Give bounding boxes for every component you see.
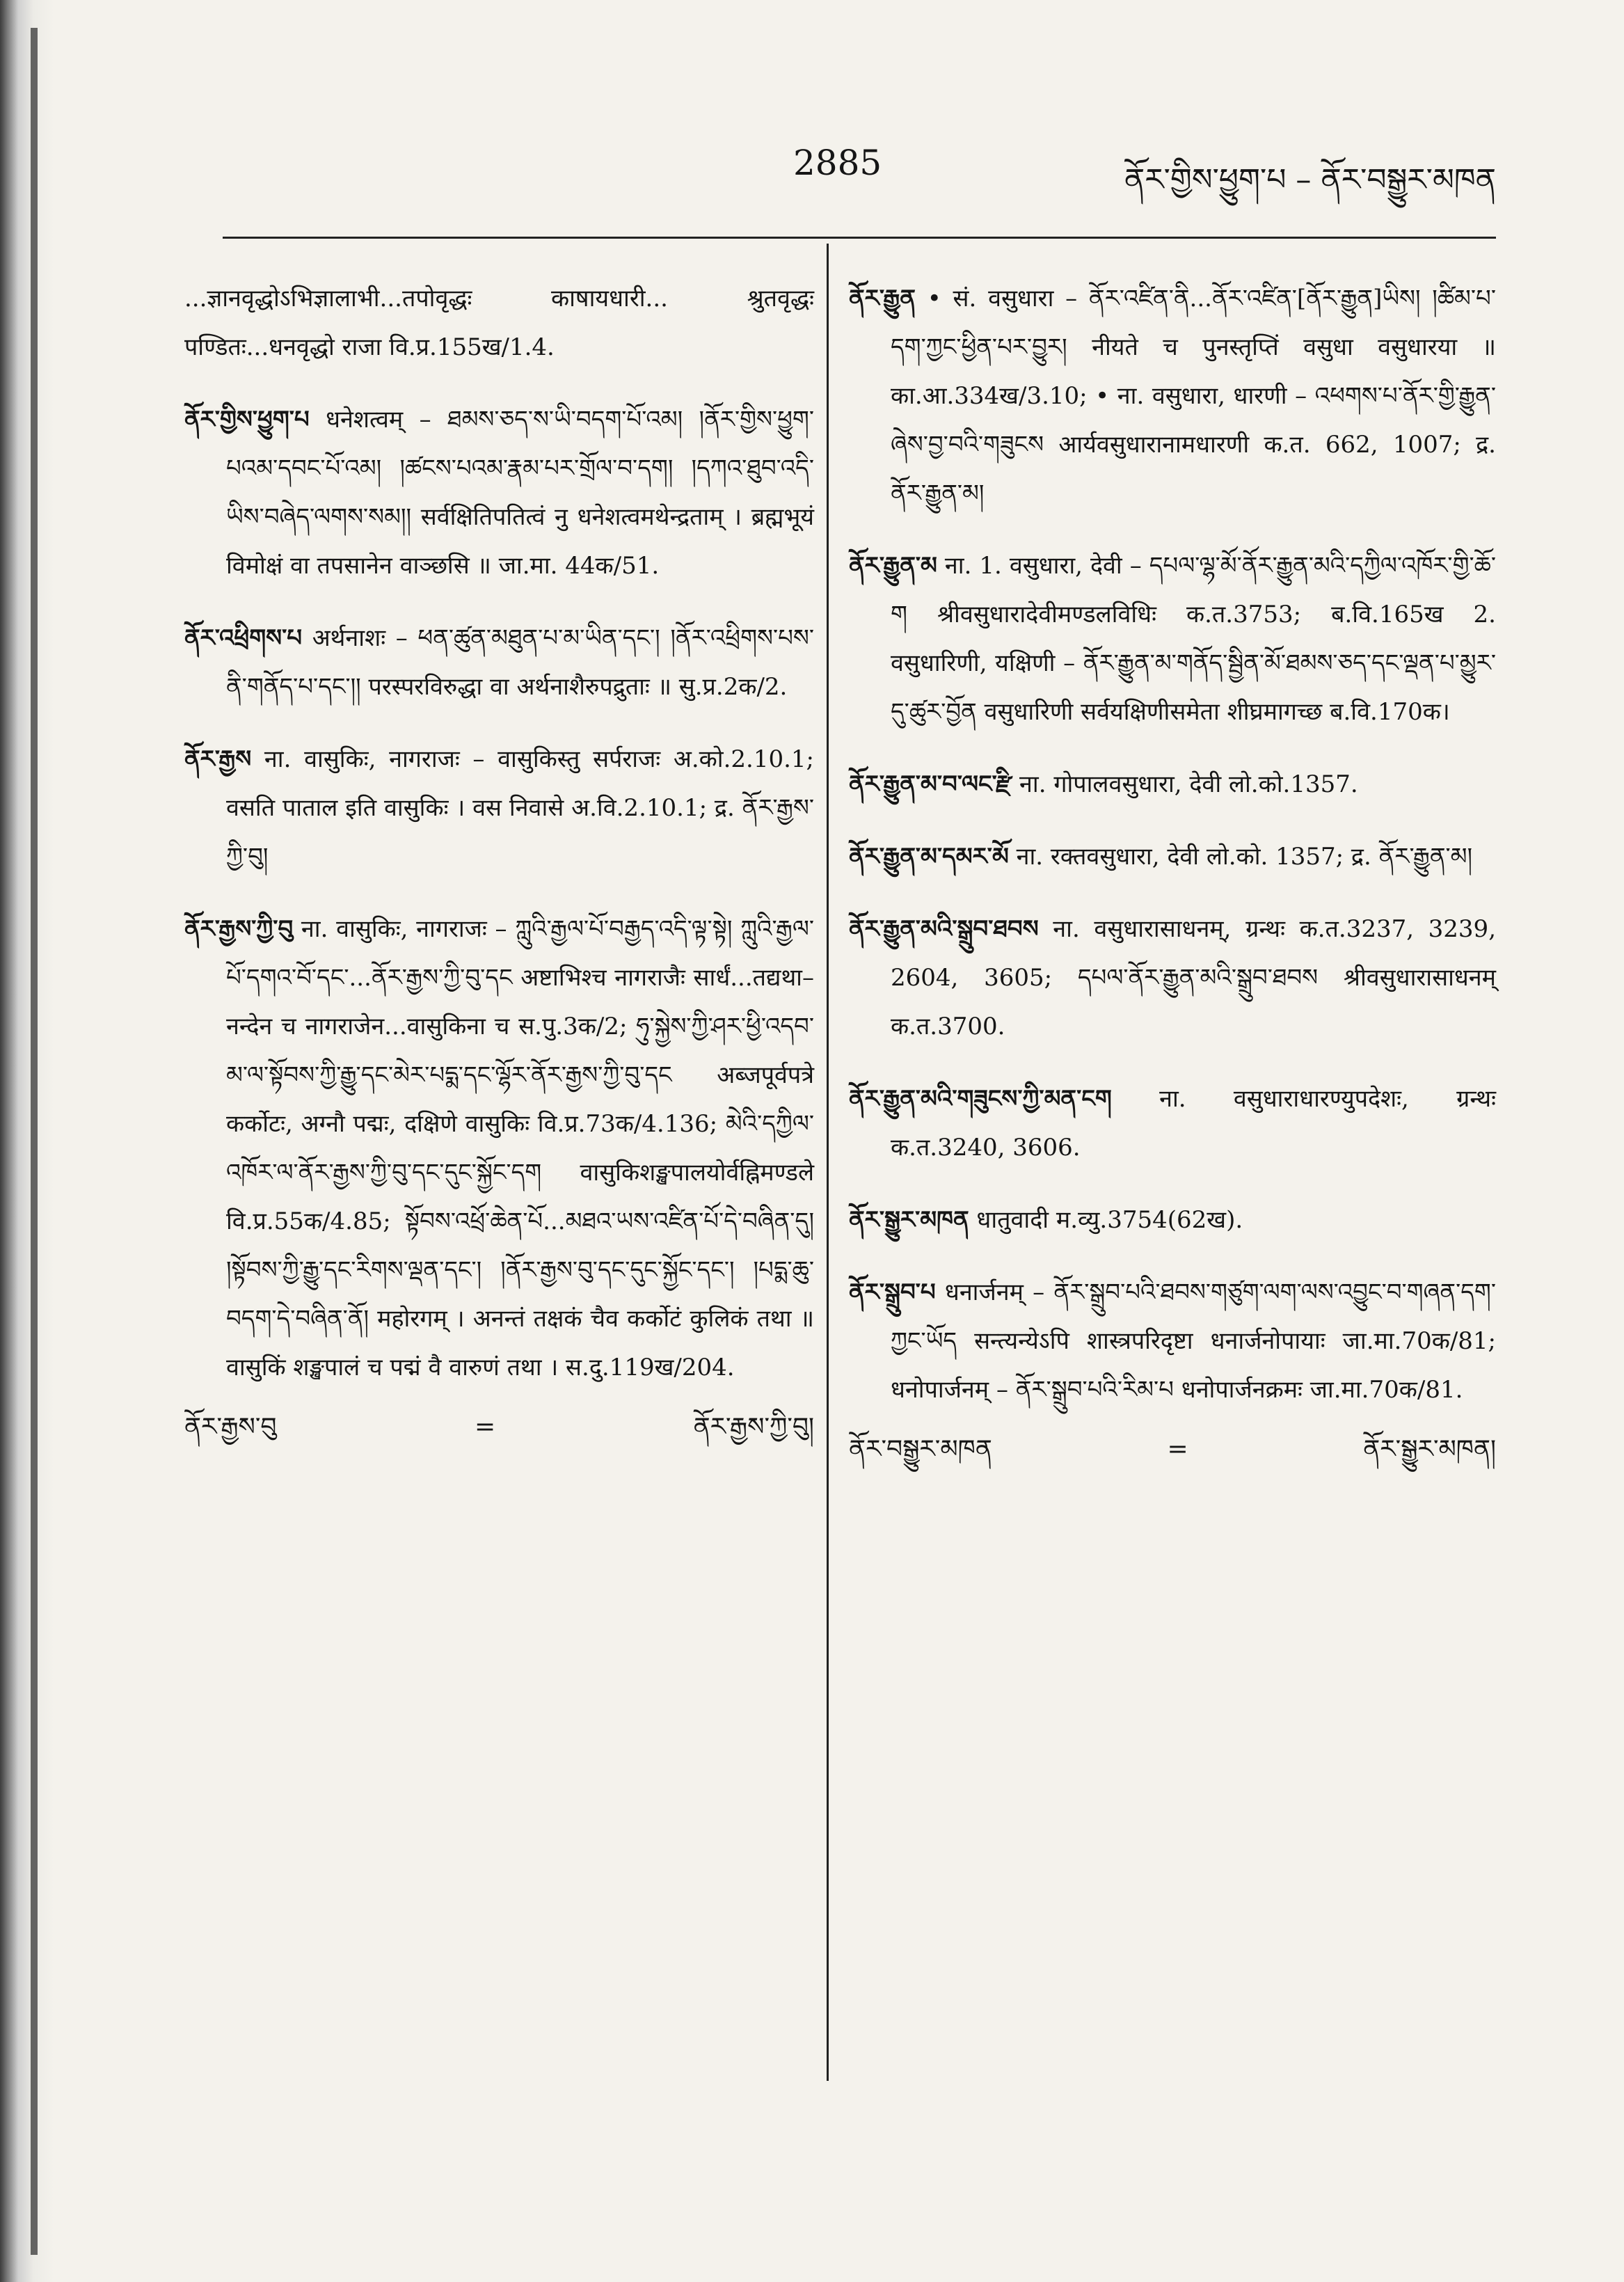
- xref-equals: =: [474, 1413, 496, 1441]
- entry-text: ना. रक्तवसुधारा, देवी लो.को. 1357; द्र. ནོར་རྒྱུན་མ།: [1008, 843, 1473, 871]
- dictionary-entry: [184, 395, 814, 590]
- xref-headword: ནོར་བསྒྱུར་མཁན: [849, 1435, 992, 1464]
- xref-target: ནོར་སྒྱུར་མཁན།: [1363, 1435, 1496, 1464]
- xref-headword: ནོར་རྒྱས་བུ: [184, 1413, 277, 1441]
- dictionary-entry: [849, 832, 1496, 881]
- entry-headword: ནོར་རྒྱུན་མ་བ་ལང་རྫི: [849, 770, 1012, 798]
- entry-headword: ནོར་སྒྱུར་མཁན: [849, 1206, 969, 1234]
- entry-text: ना. 1. वसुधारा, देवी – དཔལ་ལྷ་མོ་ནོར་རྒྱུན་མའི་དཀྱིལ་འཁོར་གྱི་ཆོ་ག श्रीवसुधारादेवीमण्डलविधिः क.त.3753; ब.वि.165ख 2. वसुधारिणी, यक्षिणी – ནོར་རྒྱུན་མ་གནོད་སྦྱིན་མོ་ཐམས་ཅད་དང་ལྡན་པ་མྱུར་དུ་ཚུར་བྱོན वसुधारिणी सर्वयक्षिणीसमेता शीघ्रमागच्छ ब.वि.170क।: [891, 552, 1496, 726]
- entry-text: ना. वासुकिः, नागराजः – ཀླུའི་རྒྱལ་པོ་བརྒྱད་འདི་ལྟ་སྟེ། ཀླུའི་རྒྱལ་པོ་དགའ་བོ་དང་...ནོར་རྒྱས་ཀྱི་བུ་དང अष्टाभिश्च नागराजैः सार्धं...तद्यथा–नन्देन च नागराजेन...वासुकिना च स.पु.3क/2; ཧུ་སྐྱེས་ཀྱི་ཤར་ཕྱི་འདབ་མ་ལ་སྟོབས་ཀྱི་རྒྱུ་དང་མེར་པདྨ་དང་ལྷོར་ནོར་རྒྱས་ཀྱི་བུ་དང अब्जपूर्वपत्रे कर्कोटः, अग्नौ पद्मः, दक्षिणे वासुकिः वि.प्र.73क/4.136; མེའི་དཀྱིལ་འཁོར་ལ་ནོར་རྒྱས་ཀྱི་བུ་དང་དུང་སྐྱོང་དག वासुकिशङ्खपालयोर्वह्निमण्डले वि.प्र.55क/4.85; སྟོབས་འཕྲོ་ཆེན་པོ...མཐའ་ཡས་འཛིན་པོ་དེ་བཞིན་དུ། །སྟོབས་ཀྱི་རྒྱུ་དང་རིགས་ལྡན་དང་། །ནོར་རྒྱས་བུ་དང་དུང་སྐྱོང་དང་། །པདྨ་ཆུ་བདག་དེ་བཞིན་ནོ། महोरगम् । अनन्तं तक्षकं चैव कर्कोटं कुलिकं तथा ॥ वासुकिं शङ्खपालं च पद्मं वै वारुणं तथा । स.दु.119ख/204.: [226, 915, 814, 1381]
- entry-text: धातुवादी म.व्यु.3754(62ख).: [969, 1206, 1243, 1234]
- xref-equals: =: [1167, 1435, 1188, 1464]
- xref-target: ནོར་རྒྱས་ཀྱི་བུ།: [693, 1413, 814, 1441]
- dictionary-entry: [849, 1268, 1496, 1414]
- dictionary-entry: [184, 905, 814, 1392]
- dictionary-entry: [849, 905, 1496, 1051]
- dictionary-entry: [184, 735, 814, 881]
- entry-text: • सं. वसुधारा – ནོར་འཛིན་ནི...ནོར་འཛིན་[ནོར་རྒྱུན]ཡིས། །ཚིམ་པ་དག་ཀྱང་ཕྱིན་པར་བྱུར། नीयते च पुनस्तृप्तिं वसुधा वसुधारया ॥ का.आ.334ख/3.10; • ना. वसुधारा, धारणी – འཕགས་པ་ནོར་གྱི་རྒྱུན་ཞེས་བྱ་བའི་གཟུངས आर्यवसुधारानामधारणी क.त. 662, 1007; द्र. ནོར་རྒྱུན་མ།: [891, 285, 1496, 507]
- dictionary-entry-continuation: [184, 274, 814, 372]
- header-rule: [223, 237, 1496, 239]
- entry-text: धनार्जनम् – ནོར་སྒྲུབ་པའི་ཐབས་གཙུག་ལག་ལས་འབྱུང་བ་གཞན་དག་ཀྱང་ཡོད सन्त्यन्येऽपि शास्त्रपरिदृष्टा धनार्जनोपायाः जा.मा.70क/81; धनोपार्जनम् – ནོར་སྒྲུབ་པའི་རིམ་པ धनोपार्जनक्रमः जा.मा.70क/81.: [891, 1278, 1496, 1404]
- entry-text: ना. गोपालवसुधारा, देवी लो.को.1357.: [1012, 770, 1358, 798]
- entry-text: ना. वसुधारासाधनम्, ग्रन्थः क.त.3237, 3239, 2604, 3605; དཔལ་ནོར་རྒྱུན་མའི་སྒྲུབ་ཐབས श्रीवसुधारासाधनम् क.त.3700.: [891, 915, 1496, 1040]
- entry-text: अर्थनाशः – ཕན་ཚུན་མཐུན་པ་མ་ཡིན་དང་། །ནོར་འཕྲིགས་པས་ནི་གནོད་པ་དང་།། परस्परविरुद्धा वा अर्थनाशैरुपद्रुताः ॥ सु.प्र.2क/2.: [226, 624, 814, 701]
- left-column: [184, 251, 814, 1452]
- entry-headword: ནོར་གྱིས་ཕྱུག་པ: [184, 406, 310, 434]
- dictionary-entry: [849, 760, 1496, 809]
- entry-text: ...ज्ञानवृद्धोऽभिज्ञालाभी...तपोवृद्धः काषायधारी... श्रुतवृद्धः पण्डितः...धनवृद्धो राजा वि.प्र.155ख/1.4.: [184, 285, 814, 361]
- dictionary-entry: [849, 1075, 1496, 1172]
- cross-reference: [849, 1425, 1496, 1474]
- entry-headword: ནོར་རྒྱུན་མའི་གཟུངས་ཀྱི་མན་ངག: [849, 1085, 1112, 1113]
- page-number: 2885: [793, 143, 882, 183]
- dictionary-entry: [849, 274, 1496, 518]
- entry-headword: ནོར་རྒྱས་ཀྱི་བུ: [184, 915, 294, 943]
- dictionary-entry: [849, 541, 1496, 736]
- dictionary-entry: [184, 614, 814, 711]
- entry-headword: ནོར་འཕྲིགས་པ: [184, 624, 303, 652]
- entry-text: धनेशत्वम् – ཐམས་ཅད་ས་ཡི་བདག་པོ་འམ། །ནོར་གྱིས་ཕྱུག་པའམ་དབང་པོ་འམ། །ཚངས་པའམ་རྣམ་པར་གྲོལ་བ་དག། །དཀའ་ཐུབ་འདི་ཡིས་བཞེད་ལགས་སམ།། सर्वक्षितिपतित्वं नु धनेशत्वमथेन्द्रताम् । ब्रह्मभूयं विमोक्षं वा तपसानेन वाञ्छसि ॥ जा.मा. 44क/51.: [226, 406, 814, 580]
- entry-headword: ནོར་སྒྲུབ་པ: [849, 1278, 936, 1306]
- entry-headword: ནོར་རྒྱས: [184, 745, 252, 773]
- entry-headword: ནོར་རྒྱུན་མ: [849, 552, 937, 580]
- running-head: ནོར་གྱིས་ཕྱུག་པ – ནོར་བསྒྱུར་མཁན: [1124, 162, 1496, 198]
- entry-headword: ནོར་རྒྱུན་མ་དམར་མོ: [849, 843, 1009, 871]
- cross-reference: [184, 1403, 814, 1452]
- entry-text: ना. वसुधाराधारण्युपदेशः, ग्रन्थः क.त.3240, 3606.: [891, 1085, 1496, 1162]
- column-divider: [827, 244, 829, 2081]
- dictionary-entry: [849, 1196, 1496, 1244]
- book-binding-edge: [0, 0, 54, 2282]
- entry-text: ना. वासुकिः, नागराजः – वासुकिस्तु सर्पराजः अ.को.2.10.1; वसति पाताल इति वासुकिः । वस निवासे अ.वि.2.10.1; द्र. ནོར་རྒྱས་ཀྱི་བུ།: [226, 745, 814, 871]
- entry-headword: ནོར་རྒྱུན: [849, 285, 916, 312]
- entry-headword: ནོར་རྒྱུན་མའི་སྒྲུབ་ཐབས: [849, 915, 1039, 943]
- binding-shadow-line: [31, 28, 38, 2255]
- right-column: [849, 251, 1496, 1474]
- page-header: [223, 143, 1496, 205]
